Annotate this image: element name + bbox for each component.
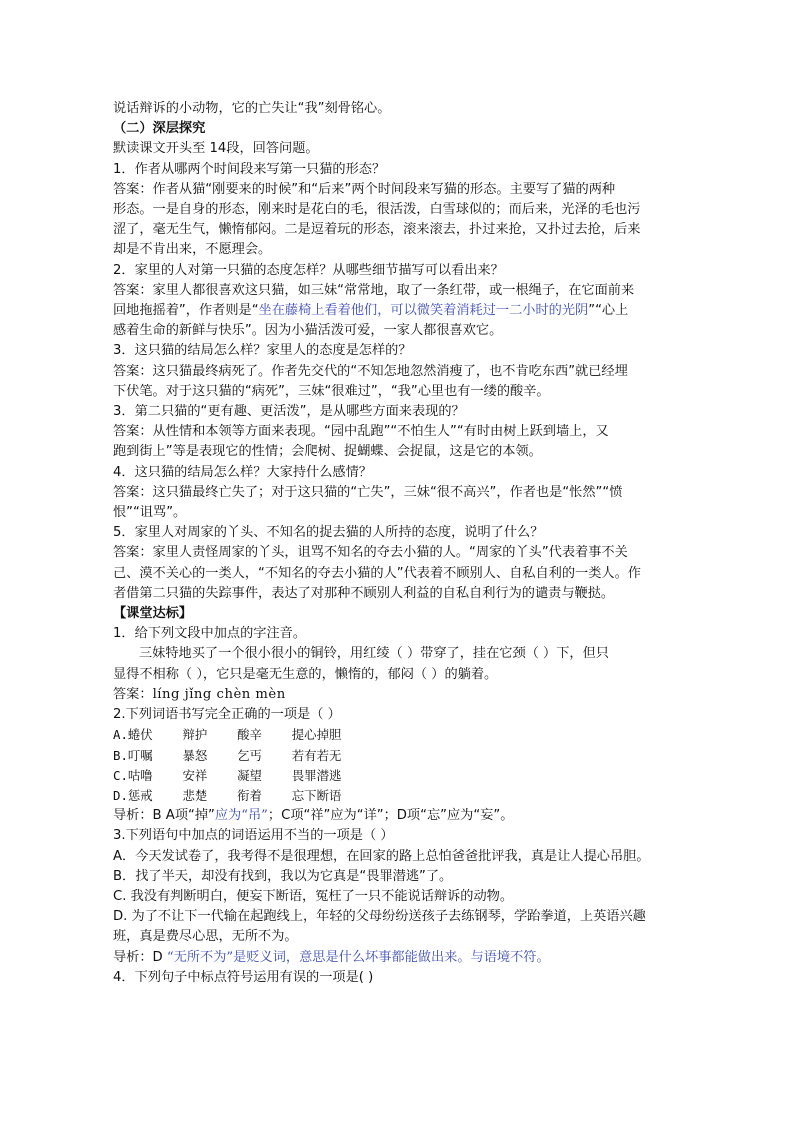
guide-text: ；C项“祥”应为“详”；D项“忘”应为“妄”。 bbox=[267, 808, 514, 824]
option-word: 悲楚 bbox=[182, 787, 208, 803]
option-line: D. 为了不让下一代输在起跑线上，年轻的父母纷纷送孩子去练钢琴，学跆拳道，上英语兴趣 bbox=[113, 909, 646, 925]
option-word: 畏罪潜逃 bbox=[291, 767, 342, 783]
answer-4 bbox=[113, 483, 685, 523]
answer-line: 下伏笔。对于这只猫的“病死”，三妹“很难过”，“我”心里也有一缕的酸辛。 bbox=[113, 383, 550, 399]
answer-text: 回地拖摇着”，作者则是“ bbox=[113, 303, 259, 319]
exercise-3-options bbox=[113, 847, 685, 948]
answer-line: 感着生命的新鲜与快乐”。因为小猫活泼可爱，一家人都很喜欢它。 bbox=[113, 323, 503, 339]
question-3: 3．这只猫的结局怎么样？家里人的态度是怎样的？ bbox=[113, 343, 412, 359]
answer-line: 己、漠不关心的一类人，“不知名的夺去小猫的人”代表着不顾别人、自私自利的一类人。作 bbox=[113, 565, 641, 581]
passage-line: 显得不相称（ ），它只是毫无生意的，懒惰的，郁闷（ ）的躺着。 bbox=[113, 666, 498, 682]
option-word: C.咕噜 bbox=[113, 767, 153, 783]
option-word: 衔着 bbox=[237, 787, 262, 803]
exercise-3-question: 3.下列语句中加点的词语运用不当的一项是（ ） bbox=[113, 828, 394, 844]
answer-5 bbox=[113, 543, 685, 604]
question-4: 4．这只猫的结局怎么样？大家持什么感情？ bbox=[113, 464, 372, 480]
question-2: 2．家里的人对第一只猫的态度怎样？从哪些细节描写可以看出来？ bbox=[113, 262, 504, 278]
option-word: 乞丐 bbox=[237, 747, 262, 763]
exercise-1-question: 1．给下列文段中加点的字注音。 bbox=[113, 626, 307, 642]
answer-line bbox=[113, 301, 685, 321]
option-row bbox=[113, 766, 685, 786]
section-heading-class-practice: 【课堂达标】 bbox=[113, 606, 193, 622]
answer-1 bbox=[113, 180, 685, 261]
option-row bbox=[113, 746, 685, 766]
option-word: 辩护 bbox=[182, 727, 208, 743]
exercise-1-answer bbox=[113, 685, 685, 705]
document-body bbox=[113, 99, 685, 988]
paragraph-continuation: 说话辩诉的小动物，它的亡失让“我”刻骨铭心。 bbox=[113, 101, 391, 116]
answer-line: 答案：这只猫最终亡失了；对于这只猫的“亡失”，三妹“很不高兴”，作者也是“怅然”“愤 bbox=[113, 484, 623, 500]
guide-highlight: 应为“吊” bbox=[214, 808, 268, 824]
answer-line: 答案：作者从猫“刚要来的时候”和“后来”两个时间段来写猫的形态。主要写了猫的两种 bbox=[113, 181, 616, 197]
answer-line: 恨”“诅骂”。 bbox=[113, 505, 187, 521]
option-word: 提心掉胆 bbox=[291, 727, 342, 743]
guide-highlight: “无所不为”是贬义词，意思是什么坏事都能做出来。与语境不符。 bbox=[166, 949, 550, 965]
option-line: A．今天发试卷了，我考得不是很理想，在回家的路上总怕爸爸批评我，真是让人提心吊胆。 bbox=[113, 848, 650, 864]
option-word: A.蜷伏 bbox=[113, 727, 153, 743]
exercise-3-guide bbox=[113, 948, 685, 968]
option-word: D.惩戒 bbox=[113, 787, 153, 803]
highlighted-quote: 坐在藤椅上看着他们，可以微笑着消耗过一二小时的光阴 bbox=[258, 303, 589, 319]
option-word: 暴怒 bbox=[182, 747, 208, 763]
answer-line: 形态。一是自身的形态，刚来时是花白的毛，很活泼，白雪球似的；而后来，光泽的毛也污 bbox=[113, 202, 641, 218]
answer-line: 答案：家里人责怪周家的丫头，诅骂不知名的夺去小猫的人。“周家的丫头”代表着事不关 bbox=[113, 545, 628, 561]
answer-3 bbox=[113, 362, 685, 402]
question-3b: 3．第二只猫的“更有趣、更活泼”，是从哪些方面来表现的？ bbox=[113, 404, 465, 420]
question-1: 1．作者从哪两个时间段来写第一只猫的形态？ bbox=[113, 161, 386, 177]
answer-line: 答案：家里人都很喜欢这只猫，如三妹“常常地，取了一条红带，或一根绳子，在它面前来 bbox=[113, 282, 635, 298]
pinyin-answer: líng jǐng chèn mèn bbox=[152, 686, 286, 702]
answer-line: 答案：从性情和本领等方面来表现。“园中乱跑”“不怕生人”“有时由树上跃到墙上，又 bbox=[113, 424, 609, 440]
question-5: 5．家里人对周家的丫头、不知名的捉去猫的人所持的态度，说明了什么？ bbox=[113, 525, 544, 541]
answer-3b bbox=[113, 422, 685, 462]
option-word: 安祥 bbox=[182, 767, 208, 783]
answer-line: 答案：这只猫最终病死了。作者先交代的“不知怎地忽然消瘦了，也不肯吃东西”就已经埋 bbox=[113, 363, 628, 379]
reading-instruction: 默读课文开头至 14段，回答问题。 bbox=[113, 141, 319, 157]
option-word: 酸辛 bbox=[237, 727, 262, 743]
guide-text: 导析：D bbox=[113, 949, 167, 965]
exercise-4-question: 4．下列句子中标点符号运用有误的一项是( ) bbox=[113, 969, 374, 985]
option-word: 若有若无 bbox=[291, 747, 342, 763]
guide-text: 导析：B A项“掉” bbox=[113, 808, 215, 824]
option-row bbox=[113, 786, 685, 806]
exercise-2-question: 2.下列词语书写完全正确的一项是（ ） bbox=[113, 707, 341, 723]
option-line: C. 我没有判断明白，便妄下断语，冤枉了一只不能说话辩诉的动物。 bbox=[113, 888, 514, 904]
option-row bbox=[113, 725, 685, 745]
exercise-2-options bbox=[113, 725, 685, 806]
answer-label: 答案： bbox=[113, 686, 153, 702]
answer-line: 涩了，毫无生气，懒惰郁闷。二是逗着玩的形态，滚来滚去，扑过来抢，又扑过去抢，后来 bbox=[113, 222, 641, 238]
option-line: 班，真是费尽心思，无所不为。 bbox=[113, 929, 298, 945]
exercise-1-passage bbox=[113, 644, 685, 684]
answer-line: 跑到街上”等是表现它的性情；会爬树、捉蝴蝶、会捉鼠，这是它的本领。 bbox=[113, 444, 542, 460]
passage-line: 三妹特地买了一个很小很小的铜铃，用红绫（ ）带穿了，挂在它颈（ ）下，但只 bbox=[139, 646, 609, 662]
option-word: 忘下断语 bbox=[291, 787, 342, 803]
answer-line: 却是不肯出来，不愿理会。 bbox=[113, 242, 272, 258]
section-heading-deep-inquiry: （二）深层探究 bbox=[113, 121, 206, 137]
option-line: B．找了半天，却没有找到，我以为它真是“畏罪潜逃”了。 bbox=[113, 868, 453, 884]
option-word: B.叮嘱 bbox=[113, 747, 153, 763]
answer-2 bbox=[113, 281, 685, 342]
option-word: 凝望 bbox=[237, 767, 262, 783]
answer-line: 者借第二只猫的失踪事件，表达了对那种不顾别人利益的自私自利行为的谴责与鞭挞。 bbox=[113, 585, 615, 601]
exercise-2-guide bbox=[113, 806, 685, 826]
answer-text: ”“心上 bbox=[588, 303, 629, 319]
